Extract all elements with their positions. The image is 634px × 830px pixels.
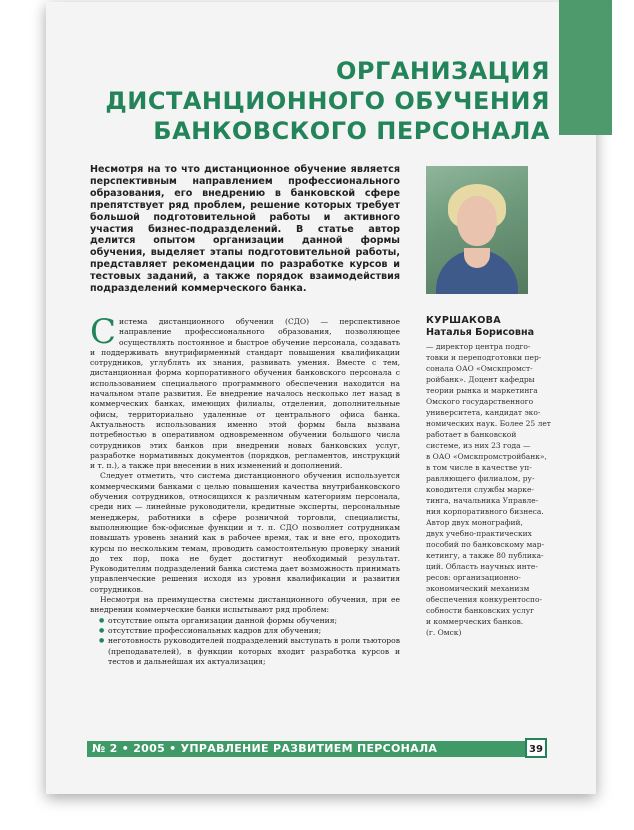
bio-line: обеспечения конкурентоспо- xyxy=(426,595,543,604)
author-name xyxy=(426,315,546,339)
bio-line: и коммерческих банков. xyxy=(426,617,524,626)
bio-line: номических наук. Более 25 лет xyxy=(426,419,551,428)
corner-tab xyxy=(559,0,612,135)
body-paragraph-2: Следует отметить, что система дистанционного обучения используется коммерческими банками с целью повышения качества внутрибанковского обучения сотрудников, относящихся к различным категориям персонала, среди них — линейные руководители, кредитные эксперты, персональные менеджеры, работники в сфере розничной торговли, специалисты, выполняющие бэк-офисные функции и т. п. СДО позволяет сотрудникам повышать уровень знаний как в рабочее время, так и вне его, проходить курсы по нескольким темам, проводить самостоятельную проверку знаний до тех пор, пока не будет достигнут необходимый результат. Руководителям подразделений банка система дает возможность принимать управленческие решения исходя из уровня квалификации и развития сотрудников. xyxy=(90,471,400,594)
list-item: ● отсутствие профессиональных кадров для обучения; xyxy=(108,626,400,636)
bio-line: системе, из них 23 года — xyxy=(426,441,531,450)
author-surname: КУРШАКОВА xyxy=(426,315,501,326)
list-item: ● отсутствие опыта организации данной формы обучения; xyxy=(108,616,400,626)
list-item: ● неготовность руководителей подразделений выступать в роли тьюторов (преподавателей), в функции которых входит разработка курсов и тестов и дальнейшая их актуализация; xyxy=(108,636,400,667)
problem-list xyxy=(90,616,400,667)
bio-line: (г. Омск) xyxy=(426,628,462,637)
footer-issue-text: № 2 • 2005 • УПРАВЛЕНИЕ РАЗВИТИЕМ ПЕРСОНАЛА xyxy=(92,742,438,755)
bio-line: равляющего филиалом, ру- xyxy=(426,474,535,483)
article-body xyxy=(90,312,400,667)
author-given-name: Наталья Борисовна xyxy=(426,327,535,338)
body-paragraph-3: Несмотря на преимущества системы дистанционного обучения, при ее внедрении коммерческие банки испытывают ряд проблем: xyxy=(90,595,400,615)
bio-line: сонала ОАО «Омскпромст- xyxy=(426,364,533,373)
bio-line: кетингу, а также 80 публика- xyxy=(426,551,544,560)
bio-line: Омского государственного xyxy=(426,397,534,406)
page-number: 39 xyxy=(525,738,547,758)
lead-text: Несмотря на то что дистанционное обучение является перспективным направлением профессионального образования, его внедрению в банковской сфере препятствует ряд проблем, решение которых требует большой подготовительной работы и активного участия бизнес-подразделений. В статье автор делится опытом организации данной формы обучения, выделяет этапы подготовительной работы, представляет рекомендации по разработке курсов и тестовых заданий, а также порядок взаимодействия подразделений коммерческого банка. xyxy=(90,164,400,295)
bio-line: Автор двух монографий, xyxy=(426,518,523,527)
body-paragraph-1 xyxy=(90,312,400,471)
bio-line: ций. Область научных инте- xyxy=(426,562,538,571)
drop-cap: С xyxy=(90,312,117,352)
bio-line: собности банковских услуг xyxy=(426,606,535,615)
bio-line: двух учебно-практических xyxy=(426,529,532,538)
bio-line: теории рынка и маркетинга xyxy=(426,386,538,395)
author-photo xyxy=(426,166,528,294)
bio-line: тинга, начальника Управле- xyxy=(426,496,539,505)
article-title xyxy=(70,56,550,146)
lead-paragraph xyxy=(90,164,400,295)
bio-line: — директор центра подго- xyxy=(426,342,531,351)
bio-line: ния корпоративного бизнеса. xyxy=(426,507,544,516)
bio-line: товки и переподготовки пер- xyxy=(426,353,542,362)
title-line-3: БАНКОВСКОГО ПЕРСОНАЛА xyxy=(153,117,550,145)
author-bio xyxy=(426,341,551,638)
bio-line: ресов: организационно- xyxy=(426,573,521,582)
bio-line: в ОАО «Омскпромстройбанк», xyxy=(426,452,547,461)
bio-line: в том числе в качестве уп- xyxy=(426,463,532,472)
title-line-1: ОРГАНИЗАЦИЯ xyxy=(336,57,550,85)
bio-line: университета, кандидат эко- xyxy=(426,408,541,417)
bio-line: пособий по банковскому мар- xyxy=(426,540,545,549)
bio-line: работает в банковской xyxy=(426,430,517,439)
body-paragraph-1-text: истема дистанционного обучения (СДО) — перспективное направление профессионального образования, позволяющее осуществлять постоянное и быстрое обучение персонала, создавать и поддерживать внутрифирменный стандарт повышения квалификации сотрудников, углублять их знания, развивать умения. Вместе с тем, дистанционная форма корпоративного обучения банковского персонала с использованием специального программного обеспечения находится на начальном этапе развития. Ее внедрение началось несколько лет назад в коммерческих банках, имеющих филиалы, отделения, дополнительные офисы, территориально удаленные от центрального офиса банка. Актуальность использования именно этой формы была вызвана потребностью в оперативном одновременном обучении большого числа сотрудников этих банков при внедрении новых банковских услуг, разработке нормативных документов (порядков, регламентов, инструкций и т. п.), а также при внесении в них изменений и дополнений. xyxy=(90,317,400,471)
bio-line: ройбанк». Доцент кафедры xyxy=(426,375,535,384)
bio-line: экономический механизм xyxy=(426,584,530,593)
bio-line: ководителя службы марке- xyxy=(426,485,534,494)
title-line-2: ДИСТАНЦИОННОГО ОБУЧЕНИЯ xyxy=(105,87,550,115)
